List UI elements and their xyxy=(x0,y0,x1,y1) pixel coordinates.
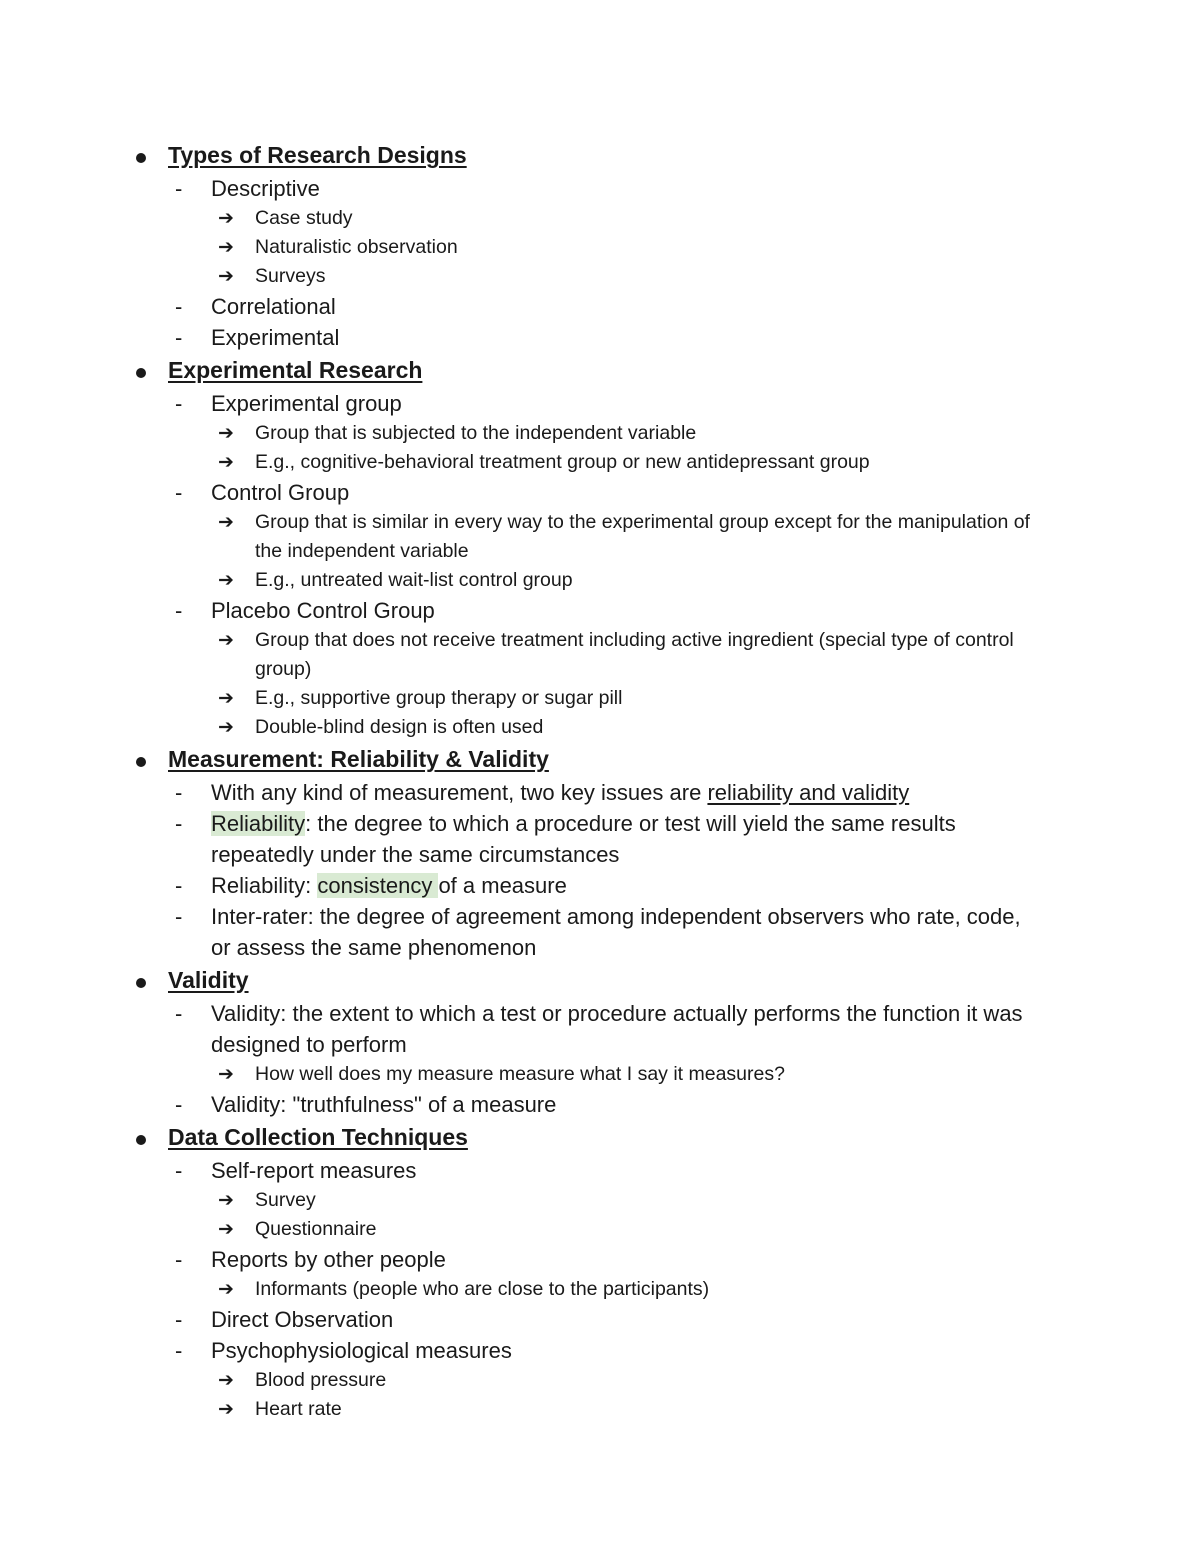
list-item xyxy=(0,1089,1041,1120)
list-item xyxy=(0,998,1041,1060)
arrow-icon: ➔ xyxy=(218,630,234,651)
sub-list-item xyxy=(0,204,1045,233)
item-text: Direct Observation xyxy=(211,1307,394,1332)
dash-icon: - xyxy=(175,294,183,319)
sub-list-item xyxy=(0,419,1045,448)
underlined-text: reliability and validity xyxy=(707,780,910,805)
section-data-collection-techniques xyxy=(0,1120,1200,1424)
item-text: With any kind of measurement, two key issues are xyxy=(211,780,708,805)
dash-icon: - xyxy=(175,811,183,836)
item-text: Psychophysiological measures xyxy=(211,1338,512,1363)
arrow-icon: ➔ xyxy=(218,1370,234,1391)
list-item xyxy=(0,777,1041,808)
dash-icon: - xyxy=(175,391,183,416)
item-text: Descriptive xyxy=(211,176,320,201)
sub-item-text: E.g., untreated wait-list control group xyxy=(255,569,573,591)
item-text: Experimental xyxy=(211,325,340,350)
section-heading: Experimental Research xyxy=(168,357,423,383)
dash-icon: - xyxy=(175,480,183,505)
arrow-icon: ➔ xyxy=(218,1279,234,1300)
highlighted-text: Reliability xyxy=(211,811,306,836)
bullet-icon xyxy=(136,368,146,378)
sub-list-item xyxy=(0,262,1045,291)
sub-item-text: Informants (people who are close to the participants) xyxy=(255,1278,710,1300)
highlighted-text: consistency xyxy=(317,873,439,898)
list-item xyxy=(0,322,1041,353)
item-text: Correlational xyxy=(211,294,336,319)
sub-list-item xyxy=(0,566,1045,595)
arrow-icon: ➔ xyxy=(218,237,234,258)
sub-item-text: How well does my measure measure what I say it measures? xyxy=(255,1063,785,1085)
sub-list-item xyxy=(0,448,1045,477)
arrow-icon: ➔ xyxy=(218,570,234,591)
sub-item-text: Case study xyxy=(255,207,353,229)
list-item xyxy=(0,808,1041,870)
sub-list-item xyxy=(0,1060,1045,1089)
dash-icon: - xyxy=(175,1338,183,1363)
item-text: Inter-rater: the degree of agreement among independent observers who rate, code, or assess the same phenomenon xyxy=(211,904,1021,960)
dash-icon: - xyxy=(175,780,183,805)
list-item xyxy=(0,1155,1041,1186)
dash-icon: - xyxy=(175,904,183,929)
section-heading: Measurement: Reliability & Validity xyxy=(168,746,549,772)
bullet-icon xyxy=(136,153,146,163)
sub-item-text: Double-blind design is often used xyxy=(255,716,544,738)
section-heading-row xyxy=(0,963,1200,998)
dash-icon: - xyxy=(175,873,183,898)
item-text: Validity: "truthfulness" of a measure xyxy=(211,1092,557,1117)
dash-icon: - xyxy=(175,1307,183,1332)
bullet-icon xyxy=(136,978,146,988)
sub-list-item xyxy=(0,1215,1045,1244)
bullet-icon xyxy=(136,757,146,767)
item-text: Placebo Control Group xyxy=(211,598,435,623)
sub-list-item xyxy=(0,1275,1045,1304)
dash-icon: - xyxy=(175,1158,183,1183)
list-item xyxy=(0,901,1041,963)
item-text: Control Group xyxy=(211,480,350,505)
arrow-icon: ➔ xyxy=(218,1399,234,1420)
sub-item-text: Blood pressure xyxy=(255,1369,387,1391)
sub-item-text: E.g., cognitive-behavioral treatment group or new antidepressant group xyxy=(255,451,870,473)
dash-icon: - xyxy=(175,1001,183,1026)
list-item xyxy=(0,1244,1041,1275)
section-heading-row xyxy=(0,742,1200,777)
dash-icon: - xyxy=(175,1247,183,1272)
arrow-icon: ➔ xyxy=(218,688,234,709)
bullet-icon xyxy=(136,1135,146,1145)
sub-item-text: Group that is similar in every way to the experimental group except for the manipulation of the independent variable xyxy=(255,511,1030,562)
sub-list-item xyxy=(0,684,1045,713)
sub-list-item xyxy=(0,1186,1045,1215)
section-heading: Types of Research Designs xyxy=(168,142,467,168)
item-text: Experimental group xyxy=(211,391,402,416)
arrow-icon: ➔ xyxy=(218,1219,234,1240)
list-item xyxy=(0,477,1041,508)
dash-icon: - xyxy=(175,176,183,201)
arrow-icon: ➔ xyxy=(218,208,234,229)
sub-item-text: Questionnaire xyxy=(255,1218,377,1240)
section-experimental-research xyxy=(0,353,1200,742)
list-item xyxy=(0,595,1041,626)
item-text: : the degree to which a procedure or test will yield the same results repeatedly under the same circumstances xyxy=(211,811,956,867)
sub-list-item xyxy=(0,1366,1045,1395)
list-item xyxy=(0,388,1041,419)
section-heading-row xyxy=(0,138,1200,173)
dash-icon: - xyxy=(175,325,183,350)
item-text: Reliability: xyxy=(211,873,318,898)
sub-item-text: Naturalistic observation xyxy=(255,236,458,258)
arrow-icon: ➔ xyxy=(218,1190,234,1211)
section-heading: Validity xyxy=(168,967,249,993)
sub-item-text: Surveys xyxy=(255,265,326,287)
list-item xyxy=(0,173,1041,204)
list-item xyxy=(0,1304,1041,1335)
sub-item-text: Heart rate xyxy=(255,1398,342,1420)
arrow-icon: ➔ xyxy=(218,1064,234,1085)
section-heading: Data Collection Techniques xyxy=(168,1124,468,1150)
item-text: of a measure xyxy=(438,873,567,898)
sub-list-item xyxy=(0,508,1045,566)
sub-list-item xyxy=(0,1395,1045,1424)
sub-list-item xyxy=(0,233,1045,262)
section-measurement-reliability-validity xyxy=(0,742,1200,963)
dash-icon: - xyxy=(175,1092,183,1117)
arrow-icon: ➔ xyxy=(218,512,234,533)
outline xyxy=(0,138,1200,1424)
dash-icon: - xyxy=(175,598,183,623)
section-heading-row xyxy=(0,1120,1200,1155)
arrow-icon: ➔ xyxy=(218,452,234,473)
sub-item-text: Group that is subjected to the independent variable xyxy=(255,422,697,444)
sub-list-item xyxy=(0,626,1045,684)
sub-item-text: Group that does not receive treatment including active ingredient (special type of control group) xyxy=(255,629,1014,680)
section-types-of-research-designs xyxy=(0,138,1200,353)
section-validity xyxy=(0,963,1200,1120)
item-text: Self-report measures xyxy=(211,1158,417,1183)
item-text: Reports by other people xyxy=(211,1247,446,1272)
item-text: Validity: the extent to which a test or procedure actually performs the function it was designed to perform xyxy=(211,1001,1023,1057)
arrow-icon: ➔ xyxy=(218,266,234,287)
list-item xyxy=(0,1335,1041,1366)
arrow-icon: ➔ xyxy=(218,423,234,444)
sub-item-text: Survey xyxy=(255,1189,316,1211)
list-item xyxy=(0,870,1041,901)
sub-list-item xyxy=(0,713,1045,742)
sub-item-text: E.g., supportive group therapy or sugar pill xyxy=(255,687,623,709)
section-heading-row xyxy=(0,353,1200,388)
list-item xyxy=(0,291,1041,322)
arrow-icon: ➔ xyxy=(218,717,234,738)
